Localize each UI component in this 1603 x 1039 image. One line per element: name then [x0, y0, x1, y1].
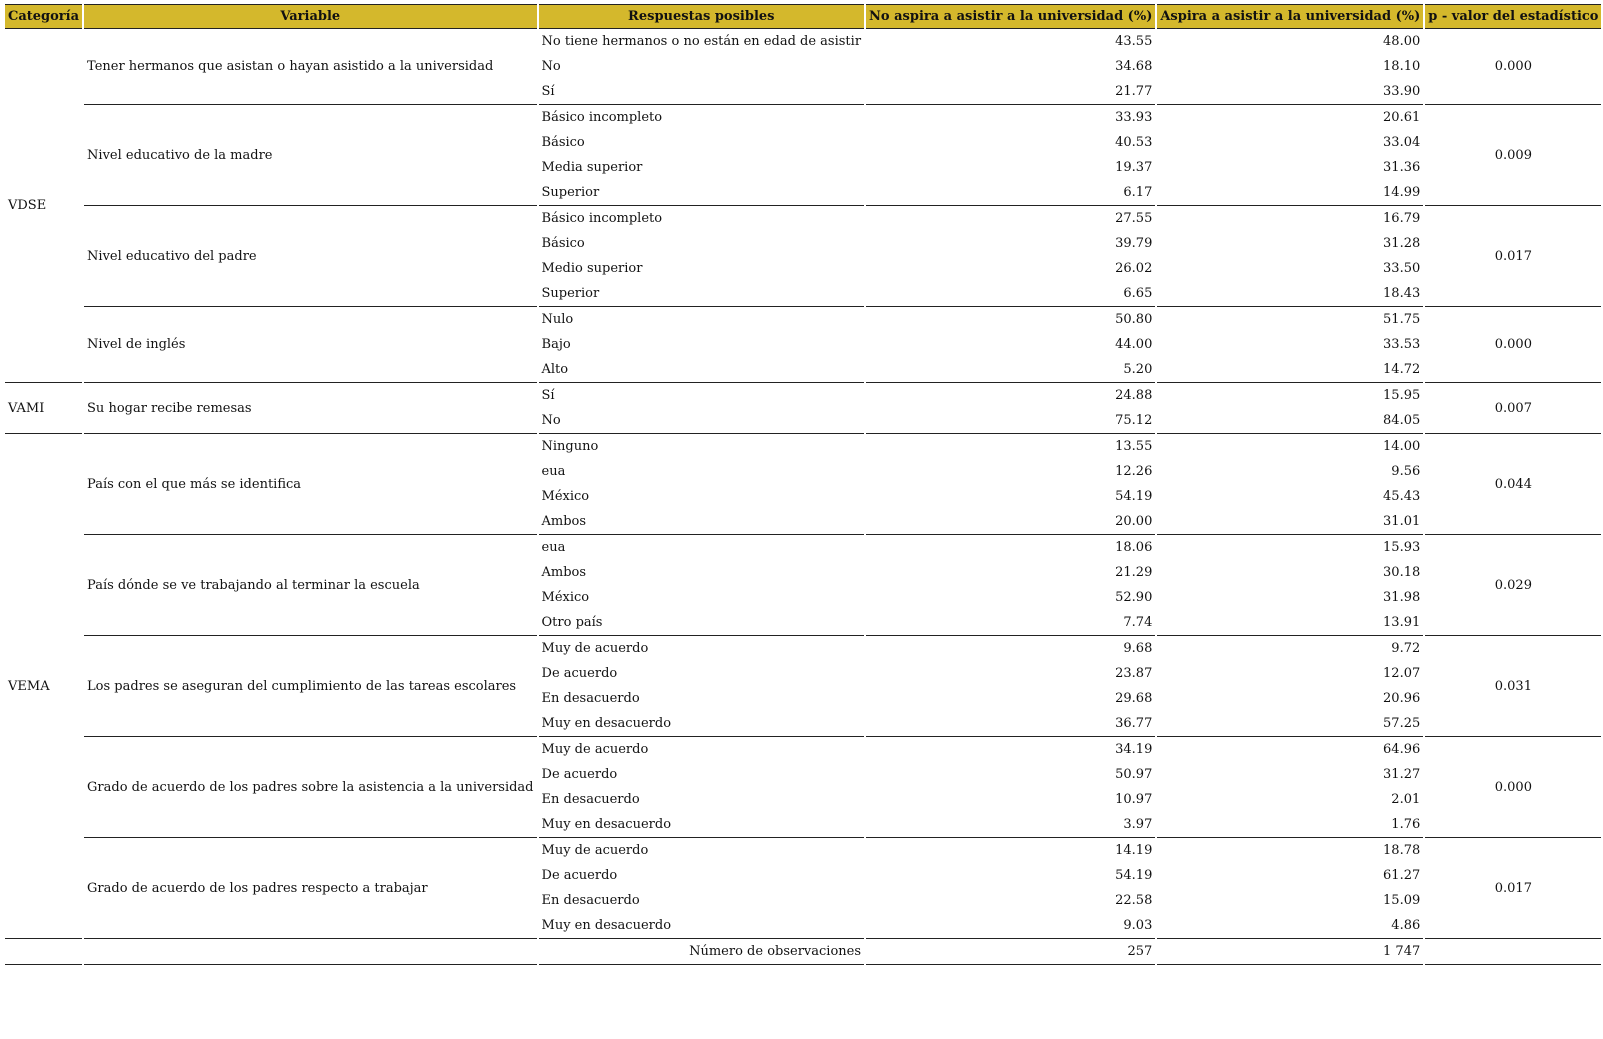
- no-aspira-value: 50.97: [1115, 767, 1153, 782]
- response-cell: eua: [541, 540, 566, 555]
- p-value-cell: 0.017: [1425, 838, 1601, 939]
- p-value-cell: 0.029: [1425, 535, 1601, 636]
- category-cell: VDSE: [5, 29, 82, 383]
- variable-cell: Los padres se aseguran del cumplimiento de las tareas escolares: [84, 636, 536, 737]
- response-cell: Muy en desacuerdo: [539, 812, 865, 838]
- aspira-value: 18.10: [1383, 59, 1421, 74]
- table-row: [5, 737, 1601, 762]
- no-aspira-value: 50.80: [1115, 312, 1153, 327]
- response-cell: Bajo: [541, 337, 571, 352]
- observations-aspira: 1 747: [1157, 939, 1423, 965]
- aspira-value: 31.01: [1157, 509, 1423, 535]
- aspira-value: 31.28: [1383, 236, 1421, 251]
- response-cell: Superior: [539, 281, 865, 307]
- p-value-cell: 0.044: [1425, 434, 1601, 535]
- aspira-value: 33.50: [1383, 261, 1421, 276]
- aspira-value: 14.00: [1383, 439, 1421, 454]
- no-aspira-value: 54.19: [1115, 868, 1153, 883]
- table-row: [5, 206, 1601, 231]
- response-cell: Sí: [541, 388, 555, 403]
- no-aspira-value: 21.77: [866, 79, 1155, 105]
- response-cell: En desacuerdo: [541, 691, 640, 706]
- response-cell: eua: [541, 464, 566, 479]
- no-aspira-value: 20.00: [866, 509, 1155, 535]
- response-cell: Básico: [541, 135, 585, 150]
- aspira-value: 15.93: [1383, 540, 1421, 555]
- aspira-value: 20.61: [1383, 110, 1421, 125]
- aspira-value: 20.96: [1383, 691, 1421, 706]
- footer-row: [5, 939, 1601, 965]
- response-cell: Ninguno: [541, 439, 599, 454]
- no-aspira-value: 33.93: [1115, 110, 1153, 125]
- aspira-value: 31.36: [1383, 160, 1421, 175]
- aspira-value: 18.43: [1157, 281, 1423, 307]
- no-aspira-value: 34.19: [1115, 742, 1153, 757]
- response-cell: Básico incompleto: [541, 110, 663, 125]
- aspira-value: 84.05: [1157, 408, 1423, 434]
- aspira-value: 57.25: [1157, 711, 1423, 737]
- response-cell: Muy de acuerdo: [541, 641, 649, 656]
- aspira-value: 2.01: [1391, 792, 1421, 807]
- no-aspira-value: 5.20: [866, 357, 1155, 383]
- table-row: [5, 535, 1601, 560]
- p-value-cell: 0.000: [1425, 737, 1601, 838]
- aspira-value: 9.56: [1391, 464, 1421, 479]
- response-cell: México: [541, 590, 590, 605]
- variable-cell: País con el que más se identifica: [84, 434, 536, 535]
- no-aspira-value: 39.79: [1115, 236, 1153, 251]
- no-aspira-value: 40.53: [1115, 135, 1153, 150]
- header-p-valor: p - valor del estadístico: [1425, 4, 1601, 29]
- variable-cell: Tener hermanos que asistan o hayan asistido a la universidad: [84, 29, 536, 105]
- header-aspira: Aspira a asistir a la universidad (%): [1157, 4, 1423, 29]
- no-aspira-value: 22.58: [1115, 893, 1153, 908]
- p-value-cell: 0.031: [1425, 636, 1601, 737]
- aspira-value: 9.72: [1391, 641, 1421, 656]
- aspira-value: 14.99: [1157, 180, 1423, 206]
- no-aspira-value: 10.97: [1115, 792, 1153, 807]
- aspira-value: 33.90: [1157, 79, 1423, 105]
- variable-cell: Nivel educativo del padre: [84, 206, 536, 307]
- p-value-cell: 0.007: [1425, 383, 1601, 434]
- footer-empty: [5, 939, 82, 965]
- response-cell: Alto: [539, 357, 865, 383]
- response-cell: De acuerdo: [541, 868, 618, 883]
- aspira-value: 48.00: [1383, 34, 1421, 49]
- aspira-value: 12.07: [1383, 666, 1421, 681]
- table-row: [5, 307, 1601, 332]
- no-aspira-value: 54.19: [1115, 489, 1153, 504]
- p-value-cell: 0.000: [1425, 29, 1601, 105]
- variable-cell: Su hogar recibe remesas: [84, 383, 536, 434]
- category-cell: VAMI: [5, 383, 82, 434]
- response-cell: Superior: [539, 180, 865, 206]
- footer-empty: [1425, 939, 1601, 965]
- response-cell: Sí: [539, 79, 865, 105]
- aspira-value: 15.09: [1383, 893, 1421, 908]
- aspira-value: 33.04: [1383, 135, 1421, 150]
- p-value-cell: 0.009: [1425, 105, 1601, 206]
- table-row: [5, 105, 1601, 130]
- results-table: [3, 4, 1603, 965]
- observations-no-aspira: 257: [866, 939, 1155, 965]
- no-aspira-value: 23.87: [1115, 666, 1153, 681]
- no-aspira-value: 27.55: [1115, 211, 1153, 226]
- response-cell: Ambos: [541, 565, 587, 580]
- response-cell: En desacuerdo: [541, 893, 640, 908]
- no-aspira-value: 18.06: [1115, 540, 1153, 555]
- aspira-value: 33.53: [1383, 337, 1421, 352]
- response-cell: Muy en desacuerdo: [539, 711, 865, 737]
- no-aspira-value: 6.65: [866, 281, 1155, 307]
- variable-cell: País dónde se ve trabajando al terminar la escuela: [84, 535, 536, 636]
- no-aspira-value: 26.02: [1115, 261, 1153, 276]
- variable-cell: Grado de acuerdo de los padres respecto a trabajar: [84, 838, 536, 939]
- aspira-value: 64.96: [1383, 742, 1421, 757]
- footer-empty: [84, 939, 536, 965]
- response-cell: De acuerdo: [541, 767, 618, 782]
- no-aspira-value: 29.68: [1115, 691, 1153, 706]
- header-variable: Variable: [84, 4, 536, 29]
- response-cell: Otro país: [539, 610, 865, 636]
- no-aspira-value: 12.26: [1115, 464, 1153, 479]
- no-aspira-value: 24.88: [1115, 388, 1153, 403]
- no-aspira-value: 43.55: [1115, 34, 1153, 49]
- response-cell: Ambos: [539, 509, 865, 535]
- no-aspira-value: 3.97: [866, 812, 1155, 838]
- aspira-value: 31.27: [1383, 767, 1421, 782]
- table-row: [5, 434, 1601, 459]
- no-aspira-value: 6.17: [866, 180, 1155, 206]
- header-row: [5, 4, 1601, 29]
- aspira-value: 1.76: [1157, 812, 1423, 838]
- response-cell: México: [541, 489, 590, 504]
- no-aspira-value: 21.29: [1115, 565, 1153, 580]
- header-respuestas: Respuestas posibles: [539, 4, 865, 29]
- response-cell: En desacuerdo: [541, 792, 640, 807]
- no-aspira-value: 9.03: [866, 913, 1155, 939]
- p-value-cell: 0.017: [1425, 206, 1601, 307]
- aspira-value: 4.86: [1157, 913, 1423, 939]
- no-aspira-value: 7.74: [866, 610, 1155, 636]
- response-cell: Muy de acuerdo: [541, 843, 649, 858]
- response-cell: No: [539, 408, 865, 434]
- response-cell: Básico incompleto: [541, 211, 663, 226]
- response-cell: Media superior: [541, 160, 643, 175]
- no-aspira-value: 52.90: [1115, 590, 1153, 605]
- p-value-cell: 0.000: [1425, 307, 1601, 383]
- aspira-value: 61.27: [1383, 868, 1421, 883]
- response-cell: Medio superior: [541, 261, 643, 276]
- aspira-value: 18.78: [1383, 843, 1421, 858]
- category-cell: VEMA: [5, 434, 82, 939]
- variable-cell: Grado de acuerdo de los padres sobre la asistencia a la universidad: [84, 737, 536, 838]
- aspira-value: 15.95: [1383, 388, 1421, 403]
- table-row: [5, 29, 1601, 54]
- no-aspira-value: 44.00: [1115, 337, 1153, 352]
- no-aspira-value: 14.19: [1115, 843, 1153, 858]
- aspira-value: 30.18: [1383, 565, 1421, 580]
- header-no-aspira: No aspira a asistir a la universidad (%): [866, 4, 1155, 29]
- observations-label: Número de observaciones: [539, 939, 865, 965]
- response-cell: Muy de acuerdo: [541, 742, 649, 757]
- aspira-value: 51.75: [1383, 312, 1421, 327]
- variable-cell: Nivel educativo de la madre: [84, 105, 536, 206]
- aspira-value: 14.72: [1157, 357, 1423, 383]
- no-aspira-value: 36.77: [866, 711, 1155, 737]
- aspira-value: 31.98: [1383, 590, 1421, 605]
- table-row: [5, 383, 1601, 408]
- response-cell: No: [541, 59, 561, 74]
- response-cell: No tiene hermanos o no están en edad de asistir: [541, 34, 862, 49]
- no-aspira-value: 34.68: [1115, 59, 1153, 74]
- no-aspira-value: 19.37: [1115, 160, 1153, 175]
- aspira-value: 13.91: [1157, 610, 1423, 636]
- table-row: [5, 636, 1601, 661]
- response-cell: De acuerdo: [541, 666, 618, 681]
- response-cell: Nulo: [541, 312, 574, 327]
- response-cell: Básico: [541, 236, 585, 251]
- response-cell: Muy en desacuerdo: [539, 913, 865, 939]
- table-row: [5, 838, 1601, 863]
- variable-cell: Nivel de inglés: [84, 307, 536, 383]
- no-aspira-value: 75.12: [866, 408, 1155, 434]
- header-categoria: Categoría: [5, 4, 82, 29]
- aspira-value: 16.79: [1383, 211, 1421, 226]
- no-aspira-value: 9.68: [1123, 641, 1153, 656]
- aspira-value: 45.43: [1383, 489, 1421, 504]
- no-aspira-value: 13.55: [1115, 439, 1153, 454]
